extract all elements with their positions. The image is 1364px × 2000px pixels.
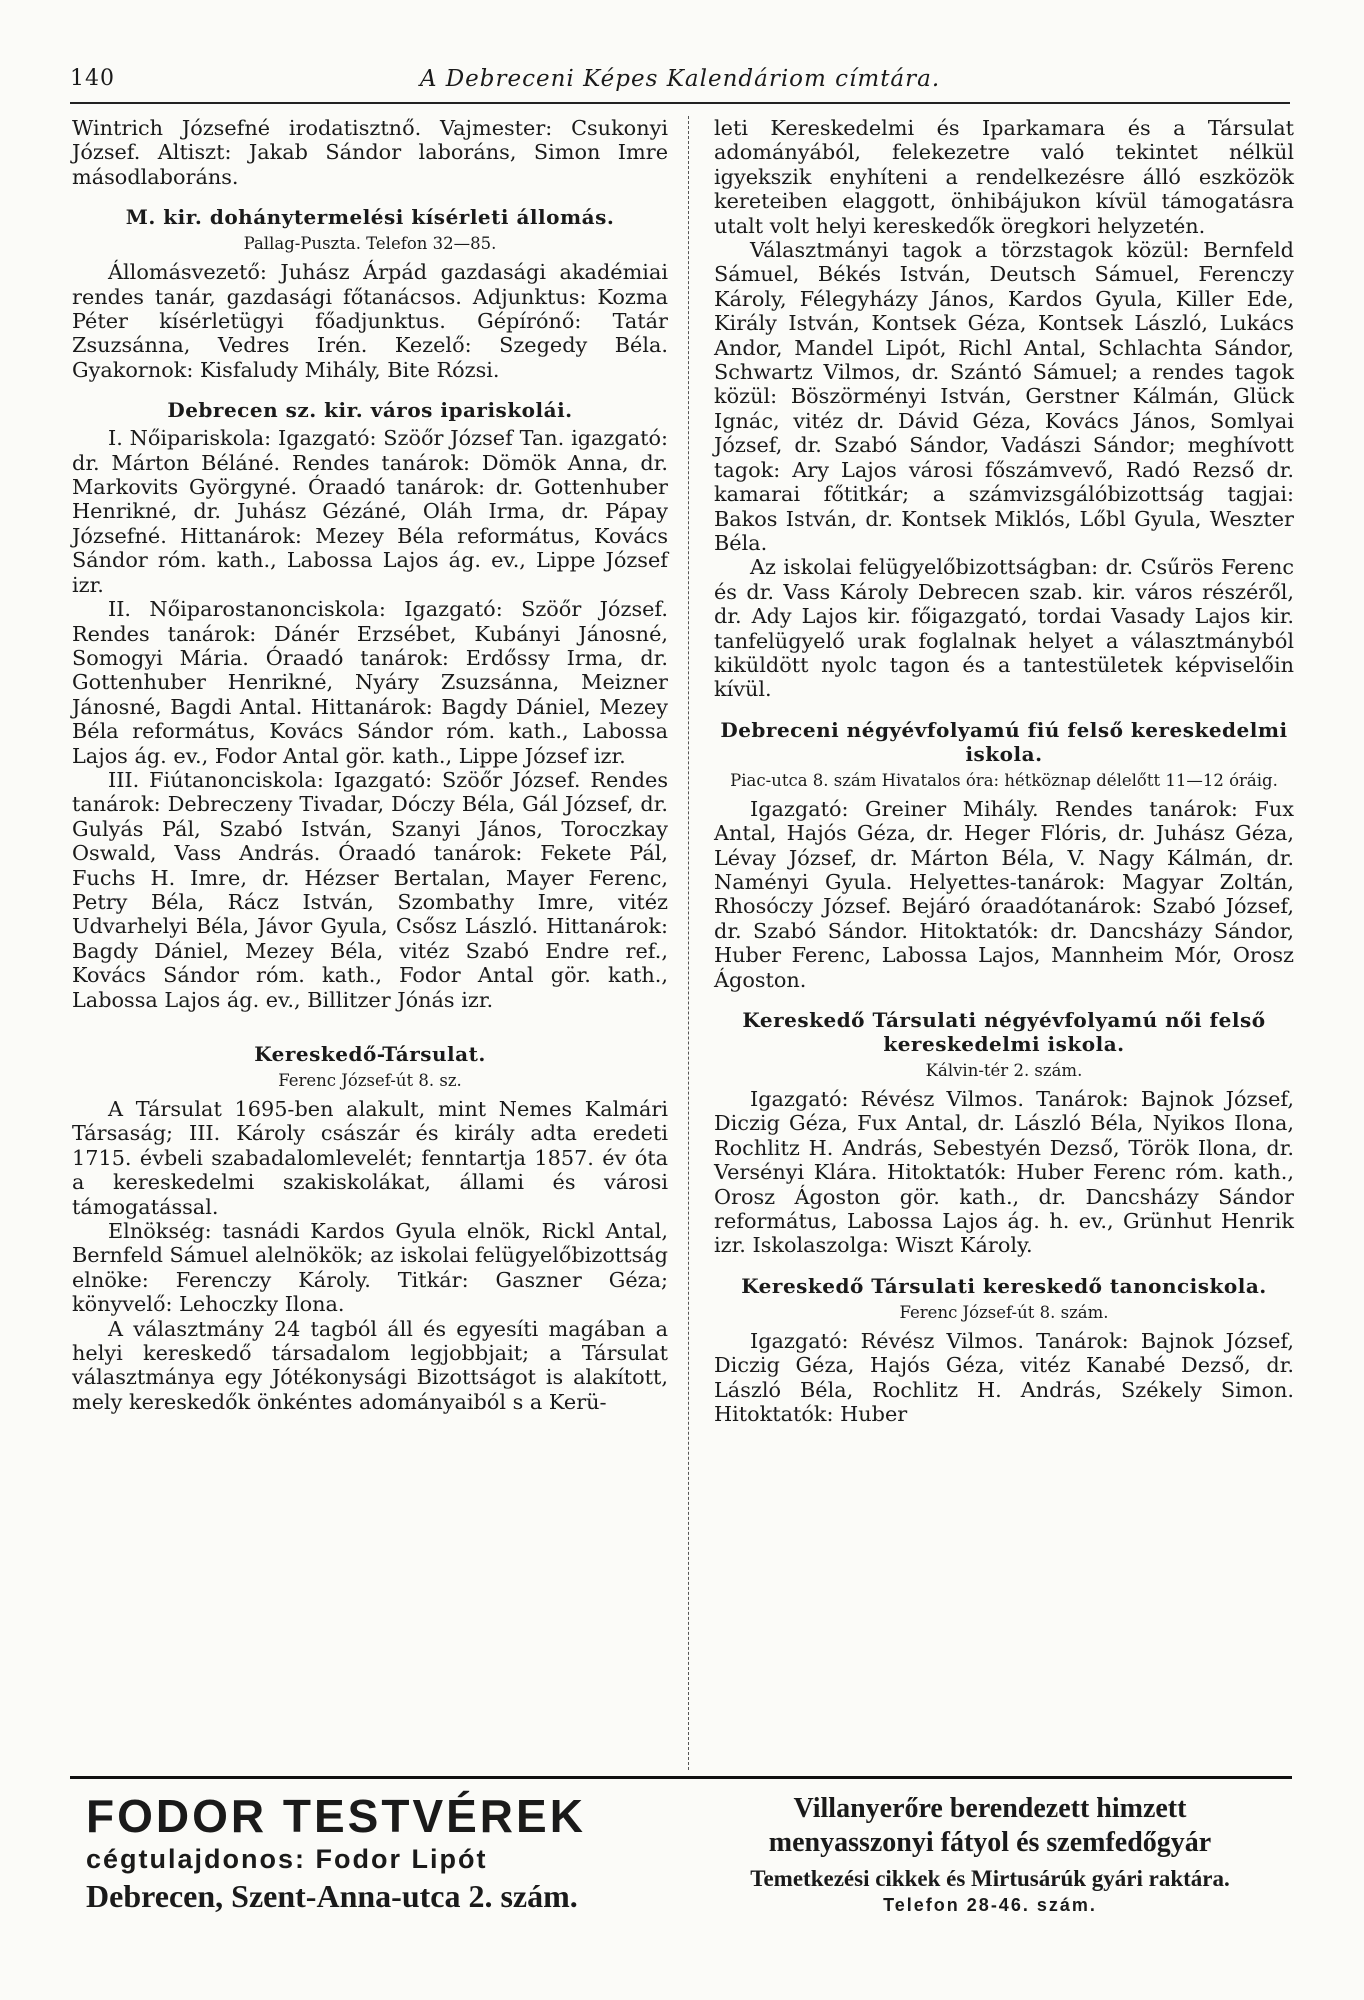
advertisement-fodor xyxy=(86,1790,646,1916)
section-subheading: Ferenc József-út 8. sz. xyxy=(278,1071,462,1090)
ad-company-name: FODOR TESTVÉREK xyxy=(86,1790,586,1842)
running-title: A Debreceni Képes Kalendáriom címtára. xyxy=(419,66,941,92)
page-header xyxy=(70,62,1290,104)
paragraph: Az iskolai felügyelőbizottságban: dr. Csűrös Ferenc és dr. Vass Károly Debrecen szab. kir. város részéről, dr. Ady Lajos kir. főigazgató, tordai Vasady Lajos kir. tanfelügyelő urak foglalnak helyet a választmányból kiküldött nyolc tagon és a tantestületek képviselőin kívül. xyxy=(714,555,1294,702)
paragraph: leti Kereskedelmi és Iparkamara és a Társulat adományából, felekezetre való tekintet nélkül igyekszik enyhíteni a rendelkezésre álló eszközök kereteiben elaggott, önhibájukon kívül támogatásra utalt volt helyi kereskedők öregkori helyzetén. xyxy=(714,116,1294,238)
paragraph: A választmány 24 tagból áll és egyesíti magában a helyi kereskedő társadalom legjobbjait; a Társulat választmánya egy Jótékonysági Bizottságot is alakított, mely kereskedők önkéntes adományaiból s a Kerü- xyxy=(72,1316,668,1414)
section-heading-industrial-schools: Debrecen sz. kir. város ipariskolái. xyxy=(167,398,573,423)
section-heading-tobacco-station: M. kir. dohánytermelési kísérleti állomás. xyxy=(125,205,615,230)
intro-paragraph: Wintrich Józsefné irodatisztnő. Vajmester: Csukonyi József. Altiszt: Jakab Sándor laboráns, Simon Imre másodlaboráns. xyxy=(72,116,668,189)
section-heading-apprentice-school: Kereskedő Társulati kereskedő tanonciskola. xyxy=(741,1273,1267,1298)
paragraph: I. Nőipariskola: Igazgató: Szöőr József Tan. igazgató: dr. Márton Béláné. Rendes tanárok: Dömök Anna, dr. Markovits Györgyné. Óraadó tanárok: dr. Gottenhuber Henrikné, dr. Juhász Gézáné, Oláh Irma, dr. Pápay Józsefné. Hittanárok: Mezey Béla református, Kovács Sándor róm. kath., Labossa Lajos ág. ev., Lippe József izr. xyxy=(72,426,668,597)
section-heading-merchant-society: Kereskedő-Társulat. xyxy=(254,1042,486,1066)
section-subheading: Ferenc József-út 8. szám. xyxy=(899,1302,1109,1322)
section-heading-girls-commercial-school: Kereskedő Társulati négyévfolyamú női felső kereskedelmi iskola. xyxy=(742,1008,1266,1056)
paragraph: Állomásvezető: Juhász Árpád gazdasági akadémiai rendes tanár, gazdasági főtanácsos. Adjunktus: Kozma Péter kísérletügyi főadjunktus. Gépírónő: Tatár Zsuzsánna, Vedres Irén. Kezelő: Szegedy Béla. Gyakornok: Kisfaludy Mihály, Bite Rózsi. xyxy=(72,260,668,382)
ad-line: menyasszonyi fátyol és szemfedőgyár xyxy=(768,1827,1212,1858)
section-subheading: Piac-utca 8. szám Hivatalos óra: hétköznap délelőtt 11—12 óráig. xyxy=(730,770,1278,790)
ad-address: Debrecen, Szent-Anna-utca 2. szám. xyxy=(86,1878,578,1914)
paragraph: Igazgató: Greiner Mihály. Rendes tanárok: Fux Antal, Hajós Géza, dr. Heger Flóris, dr. Juhász Géza, Lévay József, dr. Márton Béla, V. Nagy Kálmán, dr. Naményi Gyula. Helyettes-tanárok: Magyar Zoltán, Rhosóczy József. Bejáró óraadótanárok: Szabó József, dr. Szabó Sándor. Hitoktatók: dr. Dancsházy Sándor, Huber Ferenc, Labossa Lajos, Mannheim Mór, Orosz Ágoston. xyxy=(714,796,1294,992)
paragraph: II. Nőiparostanonciskola: Igazgató: Szöőr József. Rendes tanárok: Dánér Erzsébet, Kubányi Jánosné, Somogyi Mária. Óraadó tanárok: Erdőssy Irma, dr. Gottenhuber Henrikné, Nyáry Zsuzsánna, Meizner Jánosné, Bagdi Antal. Hittanárok: Bagdy Dániel, Mezey Béla református, Kovács Sándor róm. kath., Labossa Lajos ág. ev., Fodor Antal gör. kath., Lippe József izr. xyxy=(72,597,668,768)
ad-line: Temetkezési cikkek és Mirtusárúk gyári raktára. xyxy=(750,1866,1230,1891)
paragraph: Igazgató: Révész Vilmos. Tanárok: Bajnok József, Diczig Géza, Hajós Géza, vitéz Kanabé Dezső, dr. László Béla, Rochlitz H. András, Székely Simon. Hitoktatók: Huber xyxy=(714,1328,1294,1427)
page-number: 140 xyxy=(70,66,115,91)
section-heading-boys-commercial-school: Debreceni négyévfolyamú fiú felső kereskedelmi iskola. xyxy=(720,717,1288,766)
ad-owner: cégtulajdonos: Fodor Lipót xyxy=(86,1844,488,1874)
section-subheading: Kálvin-tér 2. szám. xyxy=(925,1061,1083,1080)
left-column xyxy=(72,116,668,1414)
paragraph: III. Fiútanonciskola: Igazgató: Szöőr József. Rendes tanárok: Debreczeny Tivadar, Dóczy Béla, Gál József, dr. Gulyás Pál, Szabó István, Szanyi János, Toroczkay Oswald, Vass András. Óraadó tanárok: Fekete Pál, Fuchs H. Imre, dr. Hézser Bertalan, Mayer Ferenc, Petry Béla, Rácz István, Szombathy Imre, vitéz Udvarhelyi Béla, Jávor Gyula, Csősz László. Hittanárok: Bagdy Dániel, Mezey Béla, vitéz Szabó Endre ref., Kovács Sándor róm. kath., Fodor Antal gör. kath., Labossa Lajos ág. ev., Billitzer Jónás izr. xyxy=(72,767,668,1012)
ad-line: Villanyerőre berendezett himzett xyxy=(793,1793,1187,1824)
advertisement-veil-factory xyxy=(690,1792,1290,1916)
paragraph: Választmányi tagok a törzstagok közül: Bernfeld Sámuel, Békés István, Deutsch Sámuel, Ferenczy Károly, Félegyházy János, Kardos Gyula, Killer Ede, Király István, Kontsek Géza, Kontsek László, Lukács Andor, Mandel Lipót, Richl Antal, Schlachta Sándor, Schwartz Vilmos, dr. Szántó Sámuel; a rendes tagok közül: Böszörményi István, Gerstner Kálmán, Glück Ignác, vitéz dr. Dávid Géza, Kovács János, Somlyai József, dr. Szabó Sándor, Vadászi Sándor; meghívott tagok: Ary Lajos városi főszámvevő, Radó Rezső dr. kamarai főtitkár; a számvizsgálóbizottság tagjai: Bakos István, dr. Kontsek Miklós, Lőbl Gyula, Weszter Béla. xyxy=(714,238,1294,555)
right-column xyxy=(714,116,1294,1426)
column-divider xyxy=(688,116,689,1770)
section-subheading: Pallag-Puszta. Telefon 32—85. xyxy=(243,234,497,254)
paragraph: Igazgató: Révész Vilmos. Tanárok: Bajnok József, Diczig Géza, Fux Antal, dr. László Béla, Nyikos Ilona, Rochlitz H. András, Sebestyén Dezső, Török Ilona, dr. Versényi Klára. Hitoktatók: Huber Ferenc róm. kath., Orosz Ágoston gör. kath., dr. Dancsházy Sándor református, Labossa Lajos ág. h. ev., Grünhut Henrik izr. Iskolaszolga: Wiszt Károly. xyxy=(714,1087,1294,1258)
ad-phone: Telefon 28-46. szám. xyxy=(883,1895,1097,1915)
paragraph: A Társulat 1695-ben alakult, mint Nemes Kalmári Társaság; III. Károly császár és király adta eredeti 1715. évbeli szabadalomlevelét; fenntartja 1857. év óta a kereskedelmi szakiskolákat, állami és városi támogatással. xyxy=(72,1097,668,1219)
paragraph: Elnökség: tasnádi Kardos Gyula elnök, Rickl Antal, Bernfeld Sámuel alelnökök; az iskolai felügyelőbizottság elnöke: Ferenczy Károly. Titkár: Gaszner Géza; könyvelő: Lehoczky Ilona. xyxy=(72,1219,668,1317)
advertisement-divider xyxy=(70,1776,1292,1779)
